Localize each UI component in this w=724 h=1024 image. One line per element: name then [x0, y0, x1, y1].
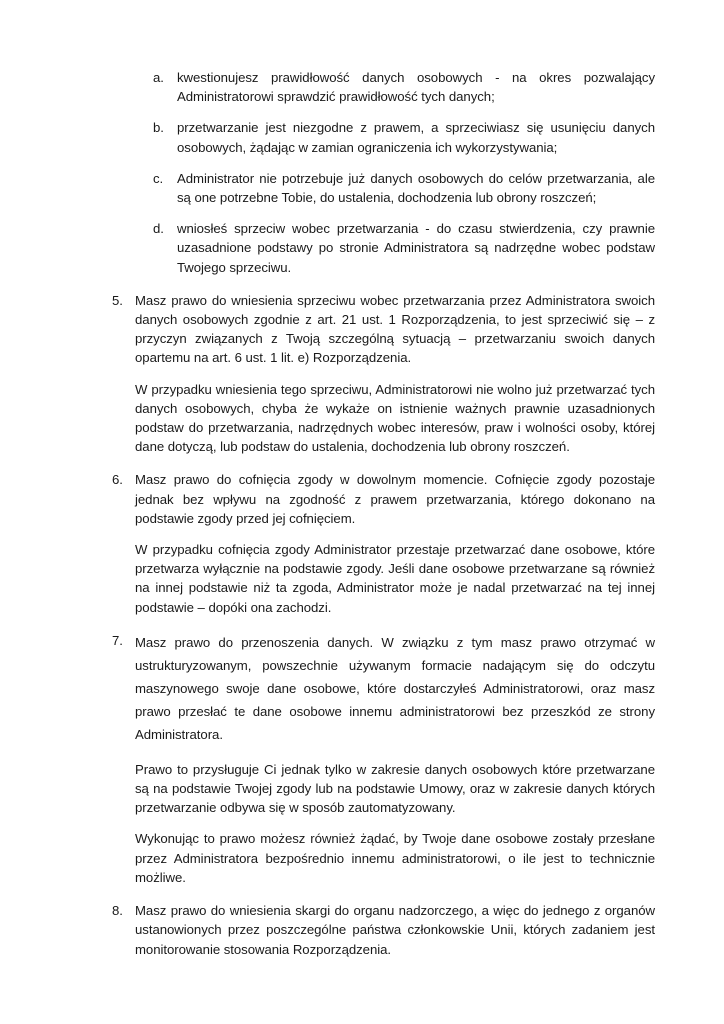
sub-item-marker: c.	[153, 170, 164, 186]
paragraph: W przypadku cofnięcia zgody Administrator przestaje przetwarzać dane osobowe, które przetwarza wyłącznie na podstawie zgody. Jeśli dane osobowe przetwarzane są również na innej podstawie niż ta zgoda, Administrator może je nadal przetwarzać na tej innej podstawie – dopóki ona zachodzi.	[135, 542, 655, 615]
paragraph: Prawo to przysługuje Ci jednak tylko w zakresie danych osobowych które przetwarzane są na podstawie Twojej zgody lub na podstawie Umowy, oraz w zakresie danych których przetwarzanie odbywa się w sposób zautomatyzowany.	[135, 761, 655, 816]
paragraph: Masz prawo do przenoszenia danych. W związku z tym masz prawo otrzymać w ustrukturyzowanym, powszechnie używanym formacie nadającym się do odczytu maszynowego swoje dane osobowe, które dostarczyłeś Administratorowi, oraz masz prawo przesłać te dane osobowe innemu administratorowi bez przeszkód ze strony Administratora.	[135, 634, 655, 742]
sub-item-b	[153, 118, 655, 156]
sub-item-marker: a.	[153, 70, 164, 85]
sub-item-c	[153, 169, 655, 207]
paragraph: Wykonując to prawo możesz również żądać, by Twoje dane osobowe zostały przesłane przez Administratora bezpośrednio innemu administratorowi, o ile jest to technicznie możliwe.	[135, 831, 655, 885]
paragraph: W przypadku wniesienia tego sprzeciwu, Administratorowi nie wolno już przetwarzać tych danych osobowych, chyba że wykaże on istnienie ważnych prawnie uzasadnionych podstaw do przetwarzania, nadrzędnych wobec interesów, praw i wolności osoby, której dane dotyczą, lub podstaw do ustalenia, dochodzenia lub obrony roszczeń.	[135, 381, 655, 455]
sub-list	[0, 68, 724, 277]
sub-item-d	[153, 219, 655, 277]
sub-item-marker: b.	[153, 120, 164, 136]
paragraph: Masz prawo do wniesienia skargi do organu nadzorczego, a więc do jednego z organów ustanowionych przez poszczególne państwa członkowskie Unii, których zadaniem jest monitorowanie stosowania Rozporządzenia.	[135, 903, 655, 957]
sub-item-text: wniosłeś sprzeciw wobec przetwarzania - do czasu stwierdzenia, czy prawnie uzasadnione podstawy po stronie Administratora są nadrzędne wobec podstaw Twojego sprzeciwu.	[177, 221, 655, 275]
paragraph: Masz prawo do cofnięcia zgody w dowolnym momencie. Cofnięcie zgody pozostaje jednak bez wpływu na zgodność z prawem przetwarzania, którego dokonano na podstawie zgody przed jej cofnięciem.	[135, 472, 655, 526]
paragraph: Masz prawo do wniesienia sprzeciwu wobec przetwarzania przez Administratora swoich danych osobowych zgodnie z art. 21 ust. 1 Rozporządzenia, to jest sprzeciwić się – z przyczyn związanych z Twoją szczególną sytuacją – przetwarzaniu swoich danych opartemu na art. 6 ust. 1 lit. e) Rozporządzenia.	[135, 292, 655, 366]
list-item-7	[112, 631, 655, 887]
list-item-marker: 8.	[112, 903, 123, 919]
list-item-5	[112, 291, 655, 457]
sub-item-a	[153, 68, 655, 106]
sub-item-text: kwestionujesz prawidłowość danych osobowych - na okres pozwalający Administratorowi sprawdzić prawidłowość tych danych;	[177, 70, 655, 105]
list-item-marker: 6.	[112, 472, 123, 488]
list-item-marker: 7.	[112, 632, 123, 648]
list-item-8	[112, 901, 655, 959]
sub-item-marker: d.	[153, 221, 164, 237]
sub-item-text: przetwarzanie jest niezgodne z prawem, a sprzeciwiasz się usunięciu danych osobowych, żądając w zamian ograniczenia ich wykorzystywania;	[177, 120, 655, 155]
list-item-6	[112, 470, 655, 616]
sub-item-text: Administrator nie potrzebuje już danych osobowych do celów przetwarzania, ale są one potrzebne Tobie, do ustalenia, dochodzenia lub obrony roszczeń;	[177, 170, 655, 206]
list-item-marker: 5.	[112, 292, 123, 308]
